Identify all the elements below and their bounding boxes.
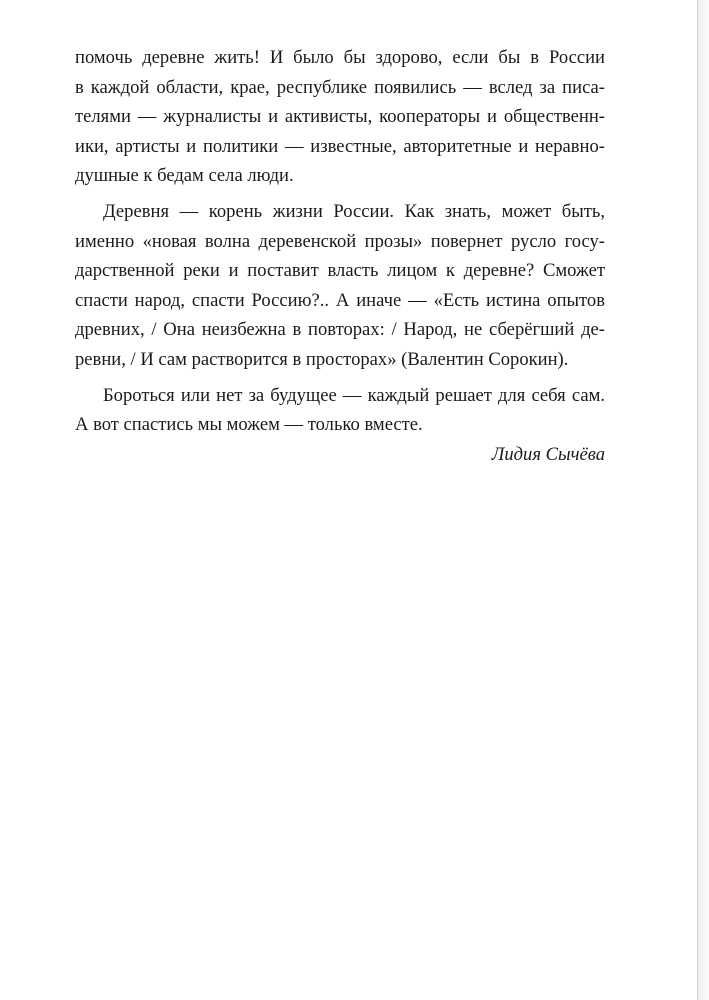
text-line: ревни, / И сам растворится в просторах» (Валентин Сорокин).: [75, 348, 569, 370]
text-line: спасти народ, спасти Россию?.. А иначе — «Есть истина опытов: [75, 289, 605, 311]
text-line: телями — журналисты и активисты, кооператоры и общественн-: [75, 106, 605, 128]
paragraph-1: [75, 43, 605, 191]
text-line: дарственной реки и поставит власть лицом к деревне? Сможет: [75, 260, 605, 282]
page-edge-divider: [697, 0, 698, 1000]
text-line: ики, артисты и политики — известные, авторитетные и неравно-: [75, 135, 605, 157]
text-line: древних, / Она неизбежна в повторах: / Народ, не сберёгший де-: [75, 319, 605, 341]
page-text: [75, 43, 605, 469]
paragraph-3: [75, 381, 605, 440]
text-line: душные к бедам села люди.: [75, 165, 294, 187]
text-line: в каждой области, крае, республике появились — вслед за писа-: [75, 76, 605, 98]
author-signature: Лидия Сычёва: [491, 443, 605, 465]
text-line: Деревня — корень жизни России. Как знать, может быть,: [103, 200, 605, 222]
text-line: помочь деревне жить! И было бы здорово, если бы в России: [75, 47, 605, 68]
text-line: А вот спастись мы можем — только вместе.: [75, 414, 423, 436]
text-line: Бороться или нет за будущее — каждый решает для себя сам.: [103, 384, 605, 406]
paragraph-2: [75, 197, 605, 375]
page-edge-shadow: [697, 0, 709, 1000]
text-line: именно «новая волна деревенской прозы» повернет русло госу-: [75, 230, 605, 252]
